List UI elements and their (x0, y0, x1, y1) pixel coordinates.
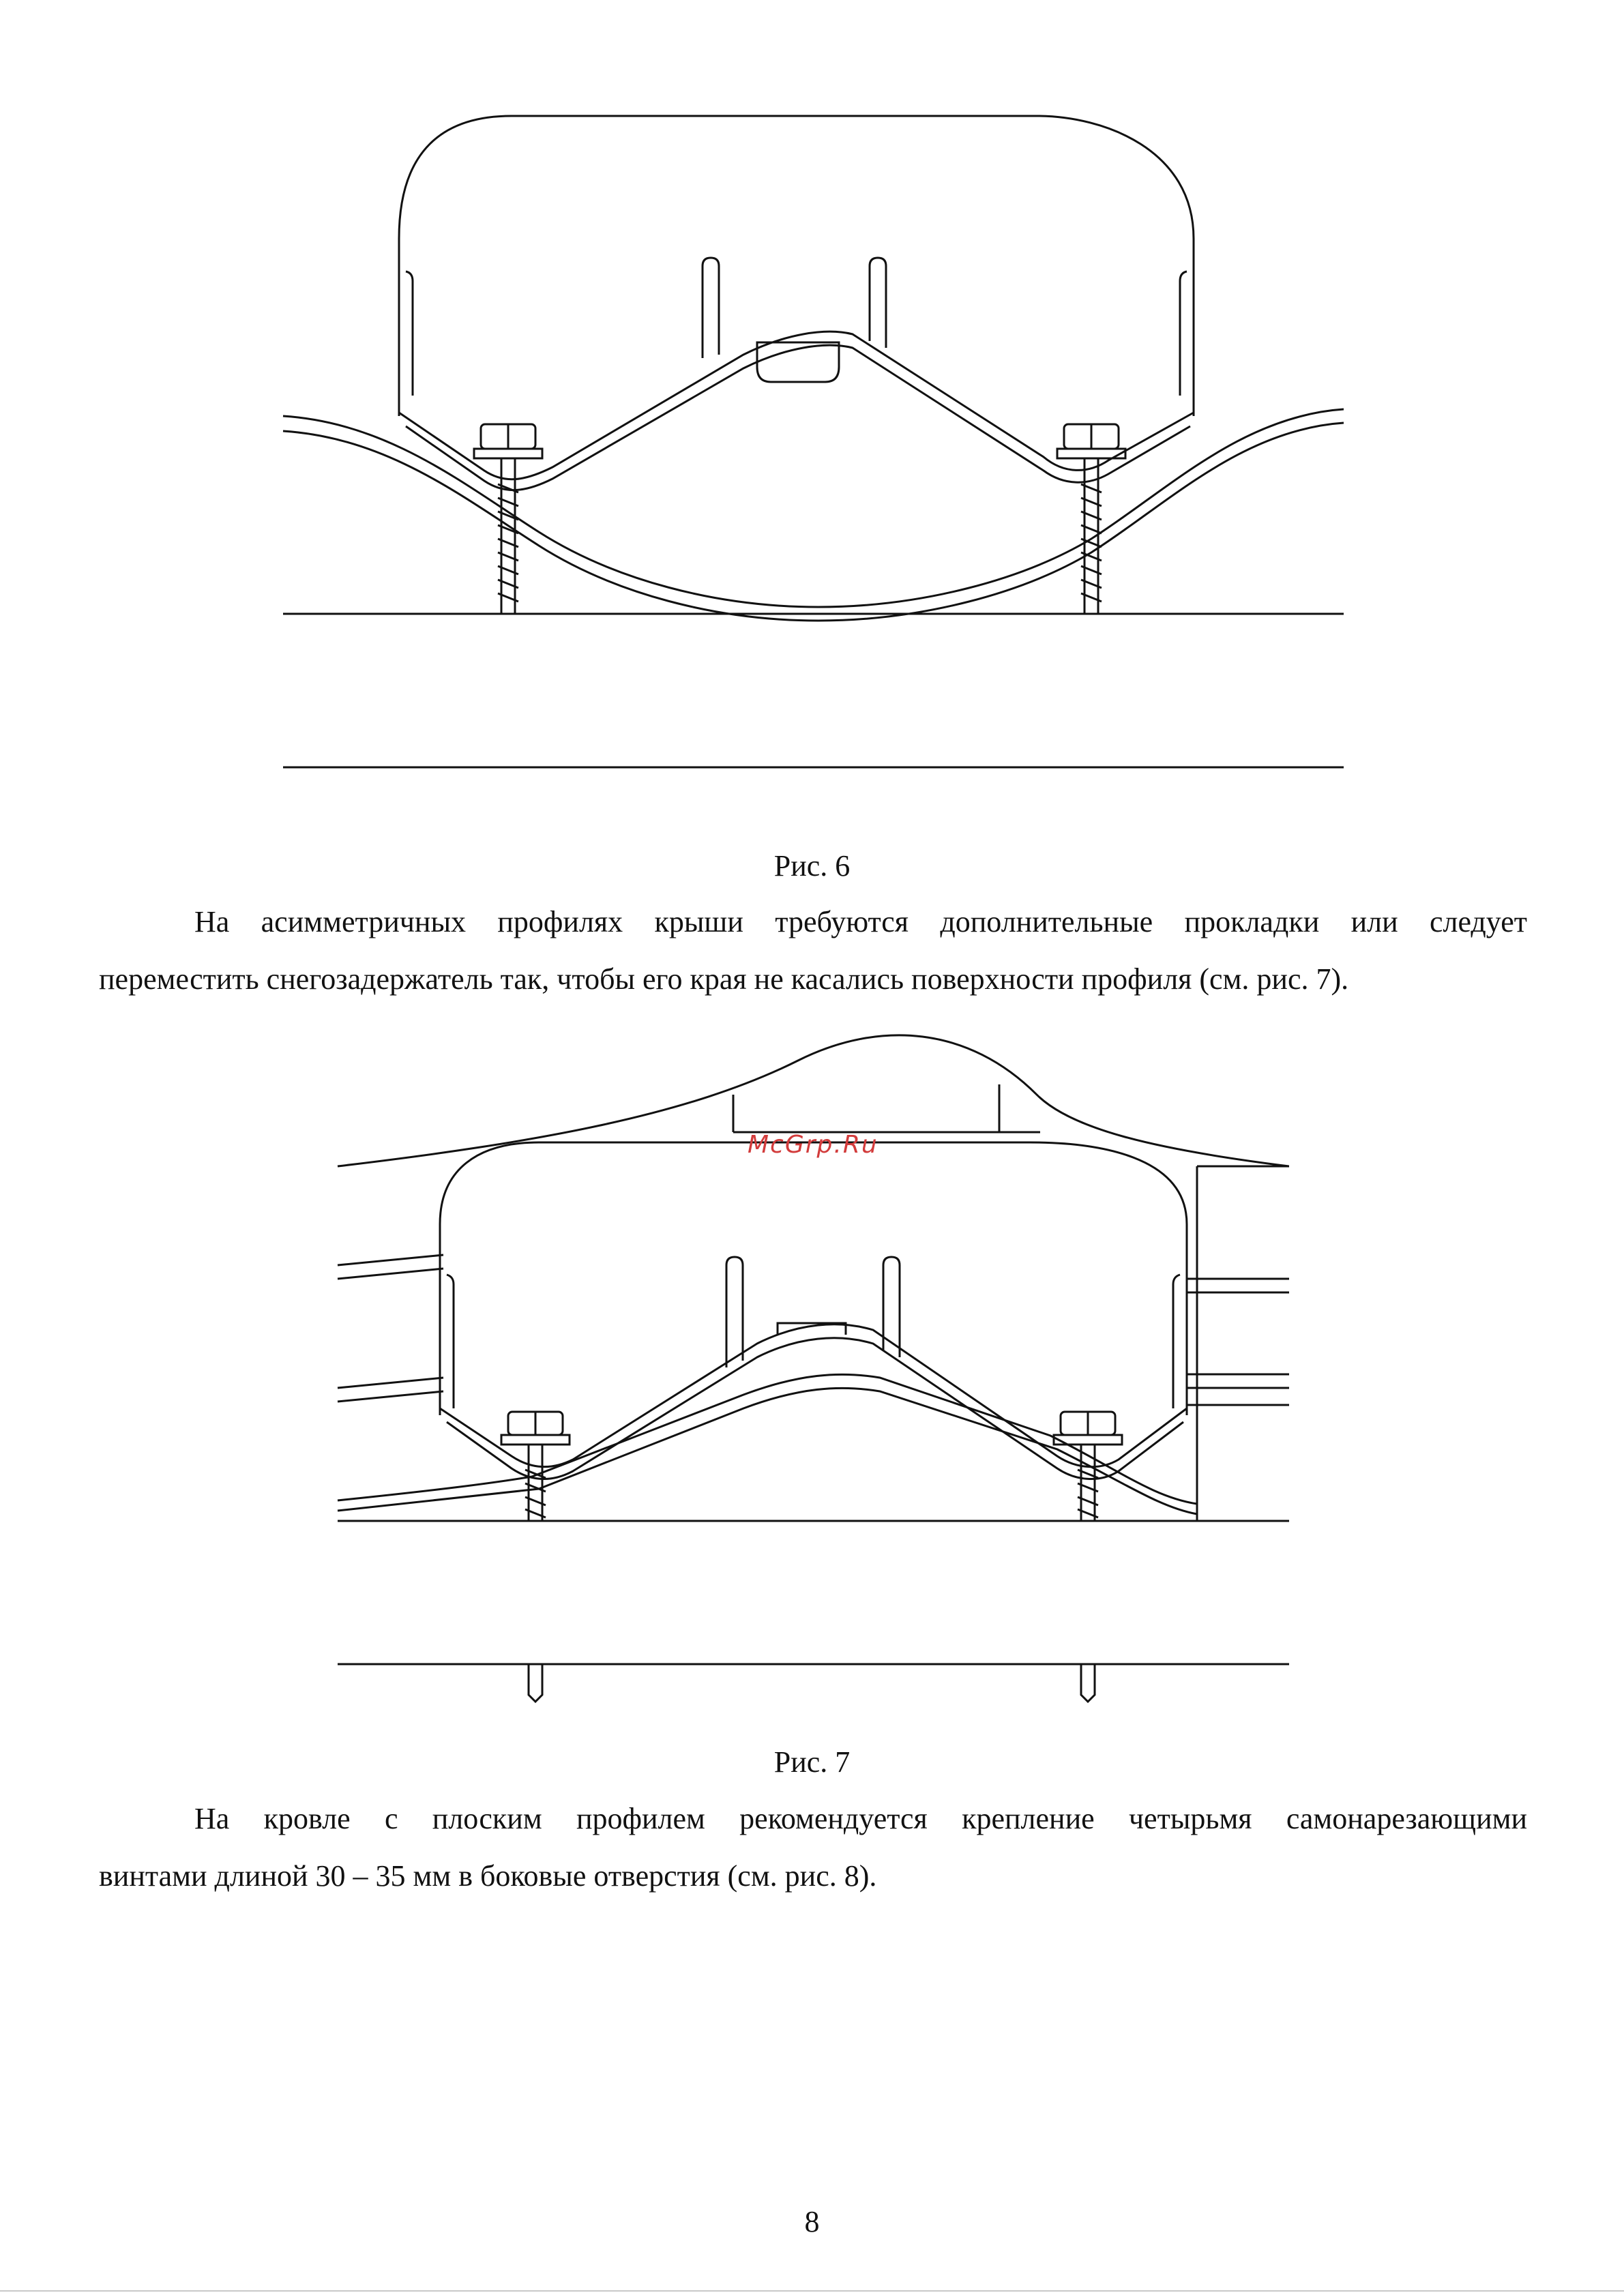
snow-guard-housing (399, 116, 1194, 416)
figure-7-caption: Рис. 7 (773, 1745, 851, 1779)
bracket-outer (399, 331, 1194, 479)
figure-6-caption: Рис. 6 (773, 849, 851, 883)
paragraph-line: переместить снегозадержатель так, чтобы его края не касались поверхности профиля (см. рис. 7). (99, 962, 1349, 996)
figure-7 (334, 1020, 1289, 1715)
left-bolt (474, 424, 542, 614)
figure-6 (280, 102, 1350, 778)
bracket-inner (406, 345, 1190, 490)
paragraph-line: На кровле с плоским профилем рекомендуется крепление четырьмя самонарезающими (194, 1802, 1527, 1835)
rib-left (726, 1257, 743, 1367)
roof-sheet-lower (338, 1388, 1197, 1514)
paragraph-flat-profile (99, 1790, 1527, 1905)
snow-guard-inner-left (447, 1275, 454, 1408)
snow-guard-inner-right (1180, 271, 1187, 396)
snow-guard-inner-left (406, 271, 413, 396)
page-number: 8 (804, 2205, 820, 2238)
paragraph-line: винтами длиной 30 – 35 мм в боковые отверстия (см. рис. 8). (99, 1859, 877, 1893)
page-bottom-rule (0, 2290, 1624, 2292)
paragraph-line: На асимметричных профилях крыши требуются дополнительные прокладки или следует (194, 905, 1527, 938)
paragraph-asymmetric-profiles (99, 893, 1527, 1008)
roof-wave-upper (283, 409, 1344, 607)
roof-sheet-upper (338, 1374, 1197, 1504)
snow-guard-inner-right (1173, 1275, 1180, 1408)
snow-guard-housing (440, 1142, 1187, 1415)
right-bolt (1057, 424, 1125, 614)
rib-left (703, 258, 719, 358)
rib-right (870, 258, 886, 348)
watermark: McGrp.Ru (748, 1131, 879, 1159)
